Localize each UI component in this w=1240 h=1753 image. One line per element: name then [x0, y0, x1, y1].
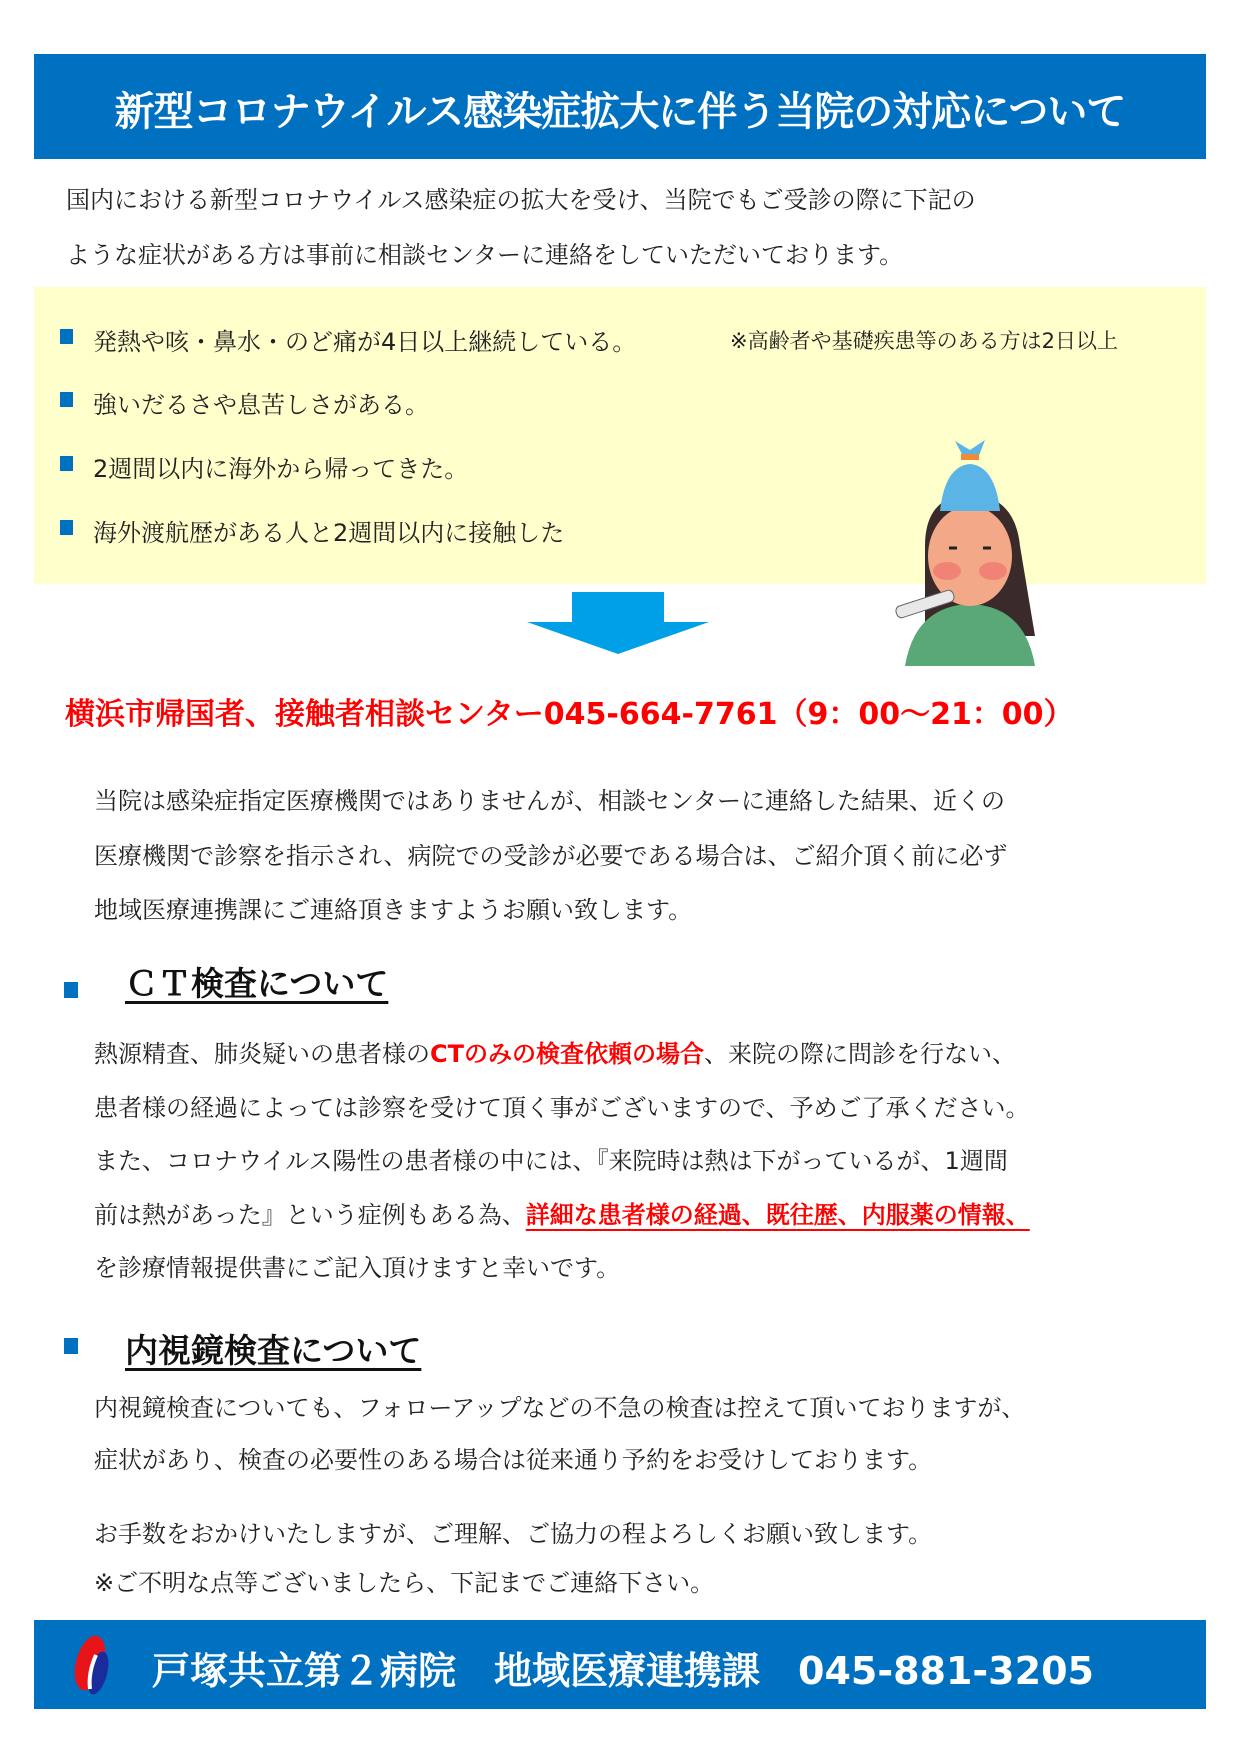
- ct-line-5: を診療情報提供書にご記入頂けますと幸いです。: [94, 1254, 621, 1282]
- down-arrow-icon: [527, 592, 709, 654]
- symptom-item: 2週間以内に海外から帰ってきた。: [93, 455, 469, 483]
- bullet-square-icon: [60, 392, 73, 407]
- closing-line-1: お手数をおかけいたしますが、ご理解、ご協力の程よろしくお願い致します。: [94, 1520, 933, 1548]
- ct-text: 熱源精査、肺炎疑いの患者様の: [94, 1040, 430, 1068]
- ct-line-3: また、コロナウイルス陽性の患者様の中には、『来院時は熱は下がっているが、1週間: [94, 1147, 1008, 1175]
- symptom-note: ※高齢者や基礎疾患等のある方は2日以上: [730, 329, 1118, 353]
- intro-line-1: 国内における新型コロナウイルス感染症の拡大を受け、当院でもご受診の際に下記の: [66, 186, 976, 214]
- symptom-item: 発熱や咳・鼻水・のど痛が4日以上継続している。: [93, 328, 637, 356]
- ct-text: 、来院の際に問診を行ない、: [703, 1040, 1016, 1068]
- contact-footer: [34, 1620, 1206, 1709]
- notice-line-3: 地域医療連携課にご連絡頂きますようお願い致します。: [94, 896, 693, 924]
- symptom-item: 海外渡航歴がある人と2週間以内に接触した: [93, 519, 565, 547]
- ct-line-2: 患者様の経過によっては診察を受けて頂く事がございますので、予めご了承ください。: [94, 1094, 1030, 1122]
- hospital-logo-icon: [66, 1633, 116, 1697]
- ct-line-4: [94, 1195, 1030, 1230]
- footer-contact-text: 戸塚共立第２病院 地域医療連携課 045-881-3205: [152, 1649, 1094, 1693]
- endoscopy-line-1: 内視鏡検査についても、フォローアップなどの不急の検査は控えて頂いておりますが、: [94, 1394, 1026, 1422]
- notice-line-2: 医療機関で診察を指示され、病院での受診が必要である場合は、ご紹介頂く前に必ず: [94, 842, 1008, 870]
- ct-text: 前は熱があった』という症例もある為、: [94, 1201, 526, 1229]
- symptom-item: 強いだるさや息苦しさがある。: [93, 391, 429, 419]
- sick-person-illustration: [885, 436, 1055, 666]
- consult-center-info: 横浜市帰国者、接触者相談センター045-664-7761（9：00～21：00）: [65, 697, 1074, 732]
- closing-line-2: ※ご不明な点等ございましたら、下記までご連絡下さい。: [94, 1569, 715, 1597]
- section-square-icon: [64, 982, 78, 998]
- notice-line-1: 当院は感染症指定医療機関ではありませんが、相談センターに連絡した結果、近くの: [94, 787, 1006, 815]
- ct-line-1: [94, 1034, 1016, 1069]
- bullet-square-icon: [60, 329, 73, 344]
- bullet-square-icon: [60, 520, 73, 535]
- ct-highlight-underlined: 詳細な患者様の経過、既往歴、内服薬の情報、: [525, 1201, 1030, 1229]
- section-square-icon: [64, 1338, 78, 1354]
- endoscopy-line-2: 症状があり、検査の必要性のある場合は従来通り予約をお受けしております。: [94, 1446, 933, 1474]
- intro-line-2: ような症状がある方は事前に相談センターに連絡をしていただいております。: [66, 241, 904, 269]
- page-title: 新型コロナウイルス感染症拡大に伴う当院の対応について: [114, 89, 1126, 135]
- title-banner: [34, 54, 1206, 159]
- bullet-square-icon: [60, 456, 73, 471]
- ct-heading: ＣＴ検査について: [125, 964, 389, 1003]
- endoscopy-heading: 内視鏡検査について: [125, 1331, 422, 1370]
- ct-highlight: CTのみの検査依頼の場合: [430, 1040, 704, 1068]
